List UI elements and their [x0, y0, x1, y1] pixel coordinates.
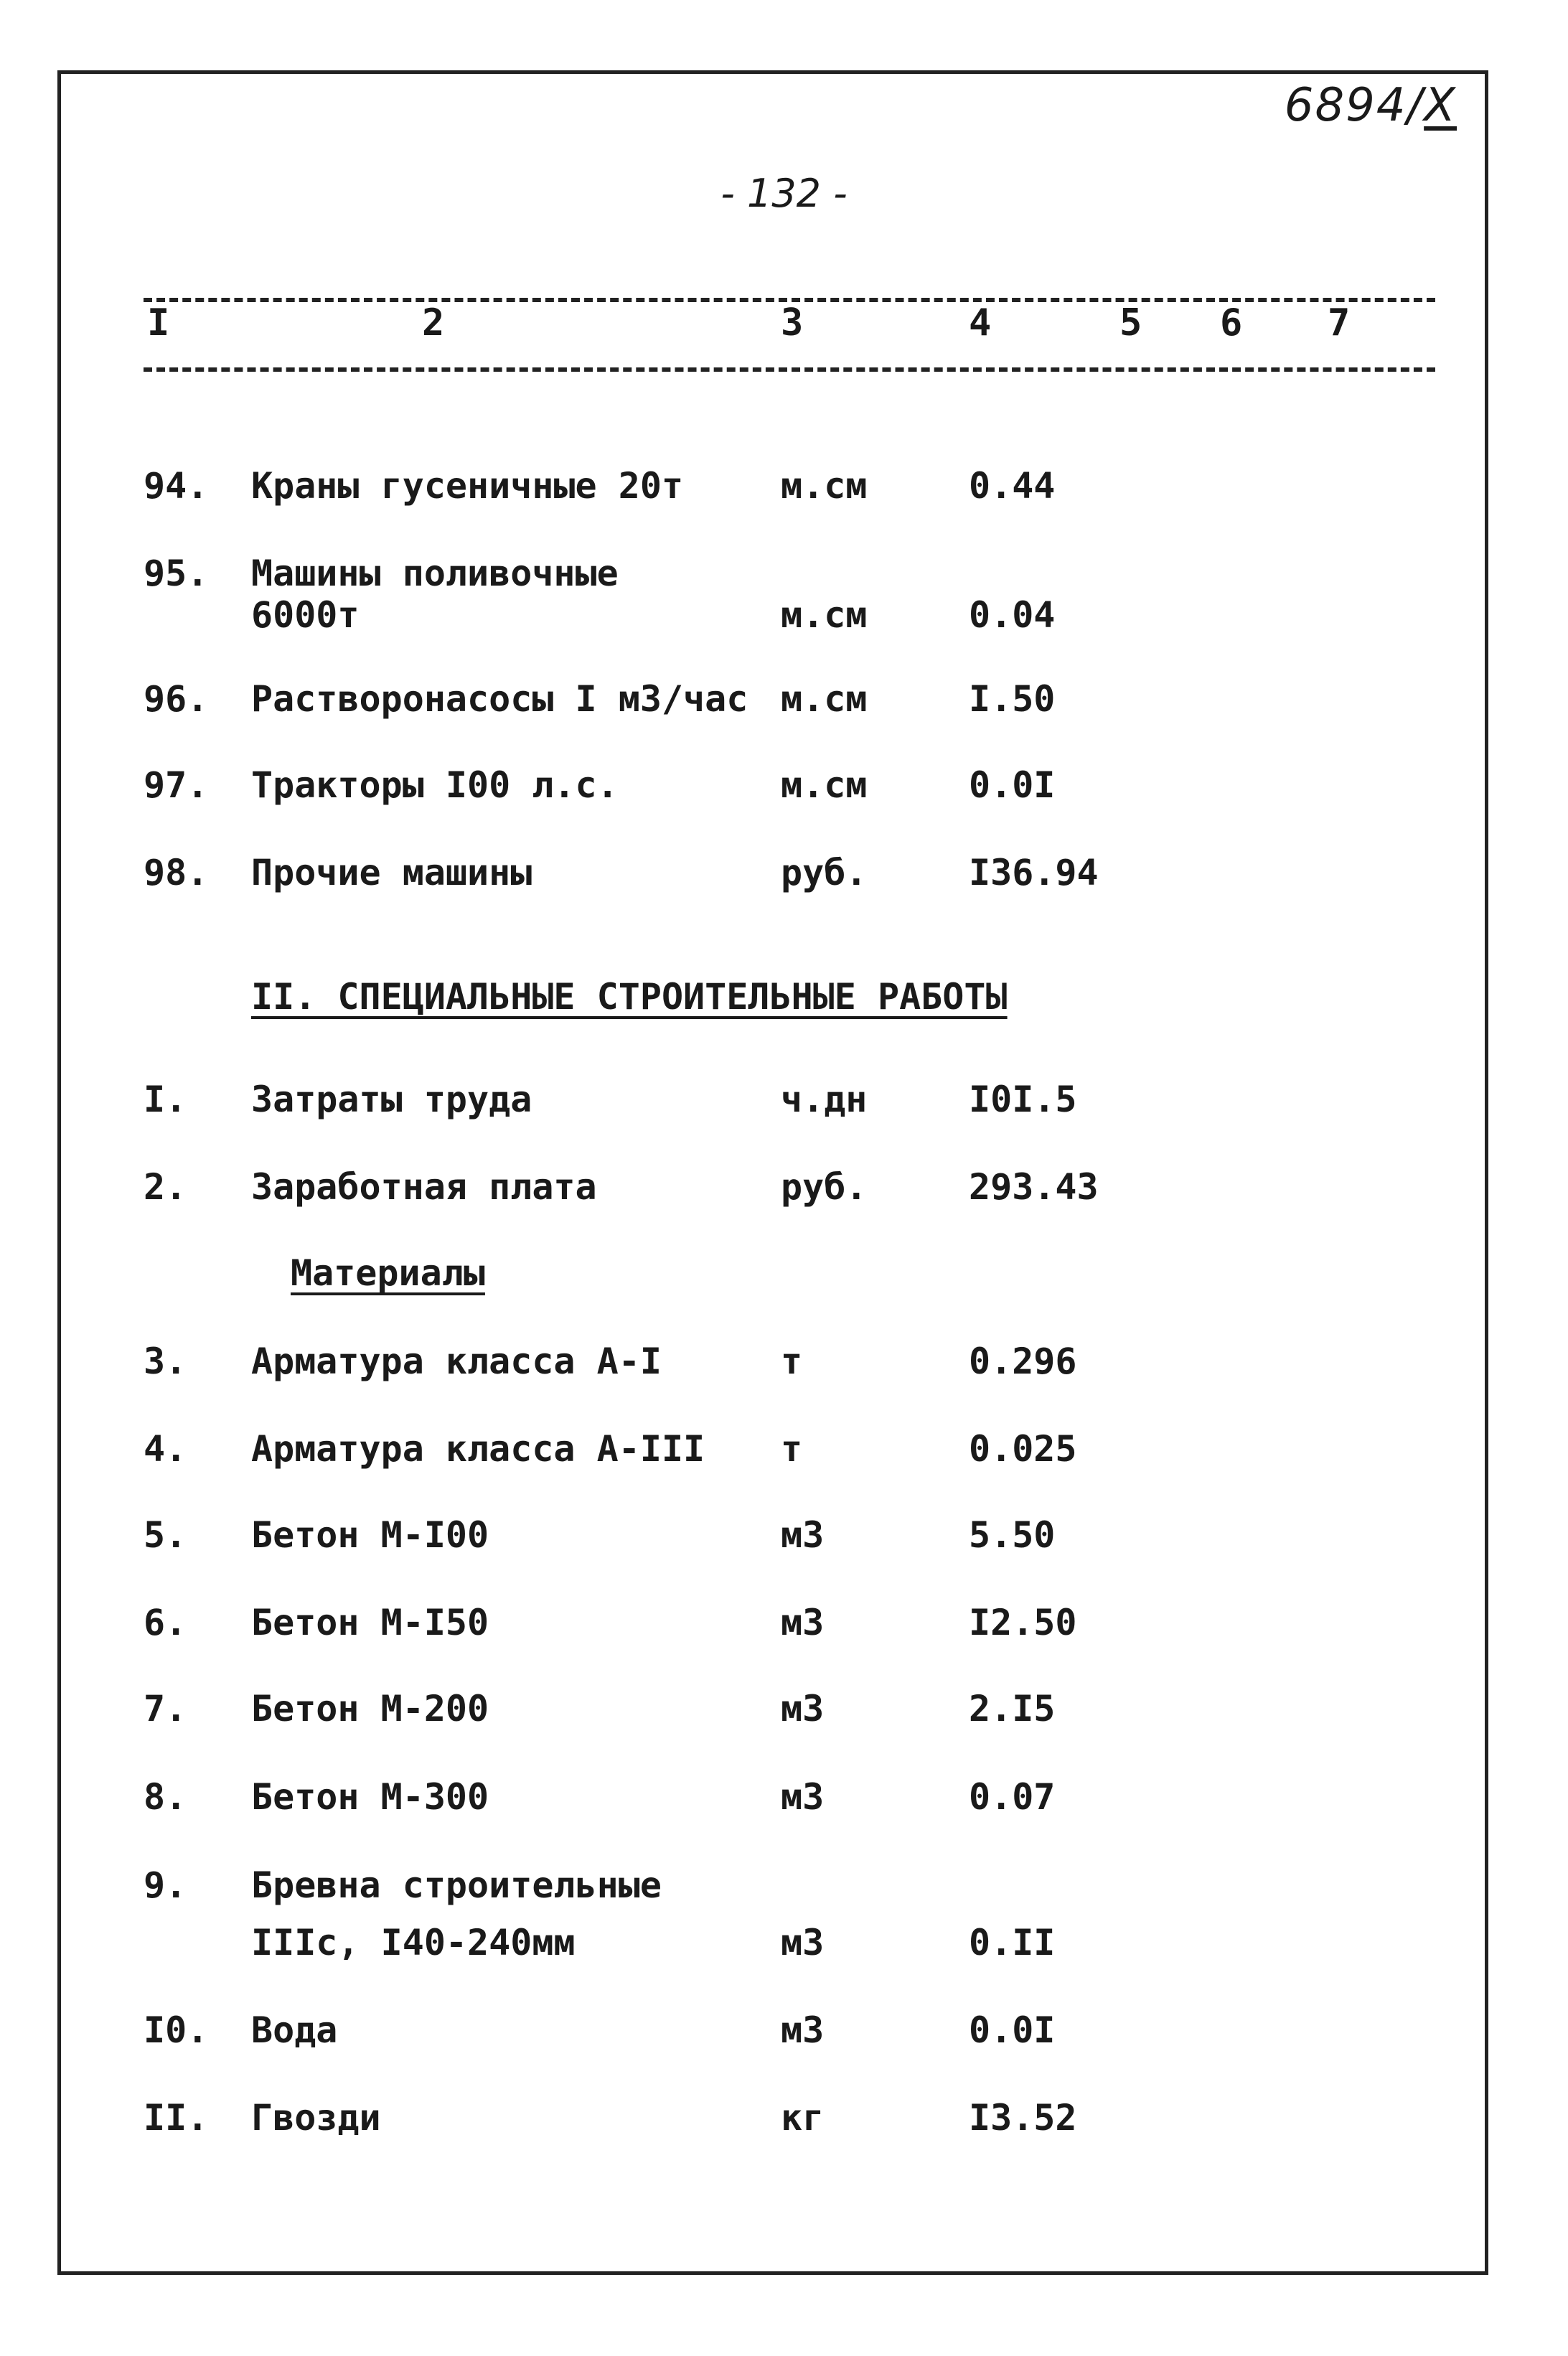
document-number: 6894/X [1284, 79, 1457, 132]
column-header-4: 4 [969, 301, 992, 344]
column-header-1: I [147, 301, 170, 344]
materials-title: Материалы [291, 1252, 485, 1294]
page-number: - 132 - [720, 171, 848, 216]
column-header-5: 5 [1119, 301, 1142, 344]
header-bottom-rule [144, 367, 1435, 372]
column-header-3: 3 [781, 301, 804, 344]
section-title: II. СПЕЦИАЛЬНЫЕ СТРОИТЕЛЬНЫЕ РАБОТЫ [251, 976, 1008, 1018]
column-header-7: 7 [1328, 301, 1351, 344]
column-header-6: 6 [1220, 301, 1243, 344]
column-header-2: 2 [422, 301, 445, 344]
